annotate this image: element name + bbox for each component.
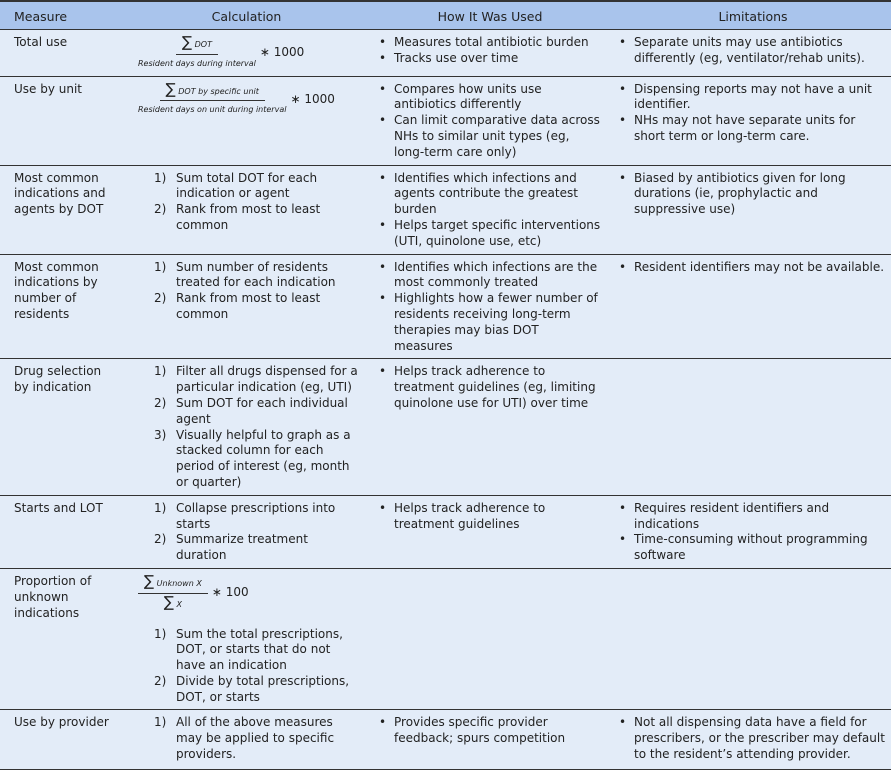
- formula-numerator: DOT by specific unit: [178, 86, 259, 96]
- limitation-item: • Time-consuming without programming software: [619, 532, 887, 564]
- formula-denominator: Resident days on unit during interval: [138, 105, 287, 115]
- limitations-cell: [605, 76, 891, 165]
- step-item: 2) Rank from most to least common: [154, 291, 321, 321]
- calculation-cell: [118, 359, 365, 495]
- used-item: • Helps track adherence to treatment guidelines (eg, limiting quinolone use for UTI) over time: [379, 364, 601, 411]
- table-row: [0, 165, 891, 254]
- calculation-cell: [118, 568, 365, 710]
- limitations-cell: [605, 30, 891, 77]
- limitations-cell: [605, 495, 891, 568]
- steps-list: [132, 171, 361, 234]
- measure-cell: Most common indications and agents by DOT: [0, 165, 118, 254]
- header-used: How It Was Used: [365, 1, 605, 30]
- measure-cell: Proportion of unknown indications: [0, 568, 118, 710]
- limitation-item: • Requires resident identifiers and indications: [619, 501, 887, 533]
- calculation-cell: [118, 710, 365, 770]
- measure-cell: Most common indications by number of residents: [0, 254, 118, 359]
- limitations-cell: [605, 359, 891, 495]
- used-cell: [365, 568, 605, 710]
- step-item: 1) Sum total DOT for each indication or agent: [154, 170, 318, 201]
- step-item: 2) Divide by total prescriptions, DOT, or starts: [154, 673, 350, 704]
- used-item: • Identifies which infections and agents contribute the greatest burden: [379, 171, 601, 218]
- formula-multiplier: ∗ 1000: [259, 45, 305, 60]
- table-row: [0, 495, 891, 568]
- header-limitations: Limitations: [605, 1, 891, 30]
- step-item: 1) Filter all drugs dispensed for a particular indication (eg, UTI): [154, 364, 358, 395]
- steps-list: [132, 364, 361, 490]
- step-item: 1) Sum number of residents treated for each indication: [154, 259, 336, 290]
- steps-list: [132, 501, 361, 564]
- limitation-item: • Separate units may use antibiotics differently (eg, ventilator/rehab units).: [619, 35, 887, 67]
- steps-list: [132, 715, 361, 762]
- formula-numerator: DOT: [194, 40, 212, 49]
- limitation-item: • Resident identifiers may not be available.: [619, 260, 887, 276]
- formula: $\frac{\text{∑ DOT by specific unit}}{\text{Resident days on unit during interval}}$ ∗ 1000: [138, 79, 335, 115]
- table-row: [0, 254, 891, 359]
- formula: $\frac{\text{∑ Unknown X}}{\sum X}$ ∗ 100: [138, 574, 249, 613]
- used-cell: [365, 710, 605, 770]
- limitation-item: • NHs may not have separate units for short term or long-term care.: [619, 113, 887, 145]
- table-row: [0, 710, 891, 770]
- used-cell: [365, 76, 605, 165]
- used-item: • Provides specific provider feedback; spurs competition: [379, 715, 601, 747]
- used-cell: [365, 359, 605, 495]
- step-item: 2) Sum DOT for each individual agent: [154, 395, 348, 426]
- header-row: [0, 1, 891, 30]
- step-item: 2) Rank from most to least common: [154, 202, 321, 232]
- calculation-cell: [118, 254, 365, 359]
- formula-denominator: Resident days during interval: [138, 58, 256, 68]
- used-cell: [365, 30, 605, 77]
- header-measure: Measure: [0, 1, 118, 30]
- calculation-cell: [118, 76, 365, 165]
- limitation-item: • Not all dispensing data have a field for prescribers, or the prescriber may default to the resident’s attending provider.: [619, 715, 887, 762]
- calculation-cell: [118, 30, 365, 77]
- limitation-item: • Dispensing reports may not have a unit identifier.: [619, 82, 887, 114]
- step-item: 1) Sum the total prescriptions, DOT, or starts that do not have an indication: [154, 626, 343, 673]
- table-row: [0, 568, 891, 710]
- step-item: 1) Collapse prescriptions into starts: [154, 500, 336, 531]
- used-cell: [365, 165, 605, 254]
- measure-cell: Use by provider: [0, 710, 118, 770]
- step-item: 2) Summarize treatment duration: [154, 532, 308, 563]
- measure-cell: Starts and LOT: [0, 495, 118, 568]
- used-cell: [365, 254, 605, 359]
- used-item: • Helps track adherence to treatment guidelines: [379, 501, 601, 533]
- measure-cell: Total use: [0, 30, 118, 77]
- table-row: [0, 76, 891, 165]
- limitations-cell: [605, 165, 891, 254]
- formula-multiplier: ∗ 1000: [290, 91, 335, 106]
- calculation-cell: [118, 495, 365, 568]
- formula-multiplier: ∗ 100: [211, 585, 249, 600]
- limitations-cell: [605, 568, 891, 710]
- table-row: [0, 30, 891, 77]
- calculation-cell: [118, 165, 365, 254]
- used-item: • Tracks use over time: [379, 51, 601, 67]
- steps-list: [132, 627, 361, 706]
- header-calculation: Calculation: [118, 1, 365, 30]
- formula-denominator: X: [176, 599, 182, 609]
- used-item: • Helps target specific interventions (UTI, quinolone use, etc): [379, 218, 601, 250]
- used-item: • Compares how units use antibiotics differently: [379, 82, 601, 114]
- measure-cell: Use by unit: [0, 76, 118, 165]
- formula-numerator: Unknown X: [156, 578, 202, 588]
- formula: $\frac{\text{∑ DOT}}{\text{Resident days during interval}}$ ∗ 1000: [138, 33, 305, 68]
- used-item: • Identifies which infections are the most commonly treated: [379, 260, 601, 292]
- limitation-item: • Biased by antibiotics given for long durations (ie, prophylactic and suppressive use): [619, 171, 887, 218]
- used-cell: [365, 495, 605, 568]
- table-row: [0, 359, 891, 495]
- used-item: • Highlights how a fewer number of residents receiving long-term therapies may bias DOT measures: [379, 291, 601, 354]
- steps-list: [132, 260, 361, 323]
- limitations-cell: [605, 254, 891, 359]
- used-item: • Can limit comparative data across NHs to similar unit types (eg, long-term care only): [379, 113, 601, 160]
- measure-cell: Drug selection by indication: [0, 359, 118, 495]
- step-item: 3) Visually helpful to graph as a stacked column for each period of interest (eg, month or quarter): [154, 427, 351, 489]
- used-item: • Measures total antibiotic burden: [379, 35, 601, 51]
- step-item: 1) All of the above measures may be applied to specific providers.: [154, 715, 335, 762]
- limitations-cell: [605, 710, 891, 770]
